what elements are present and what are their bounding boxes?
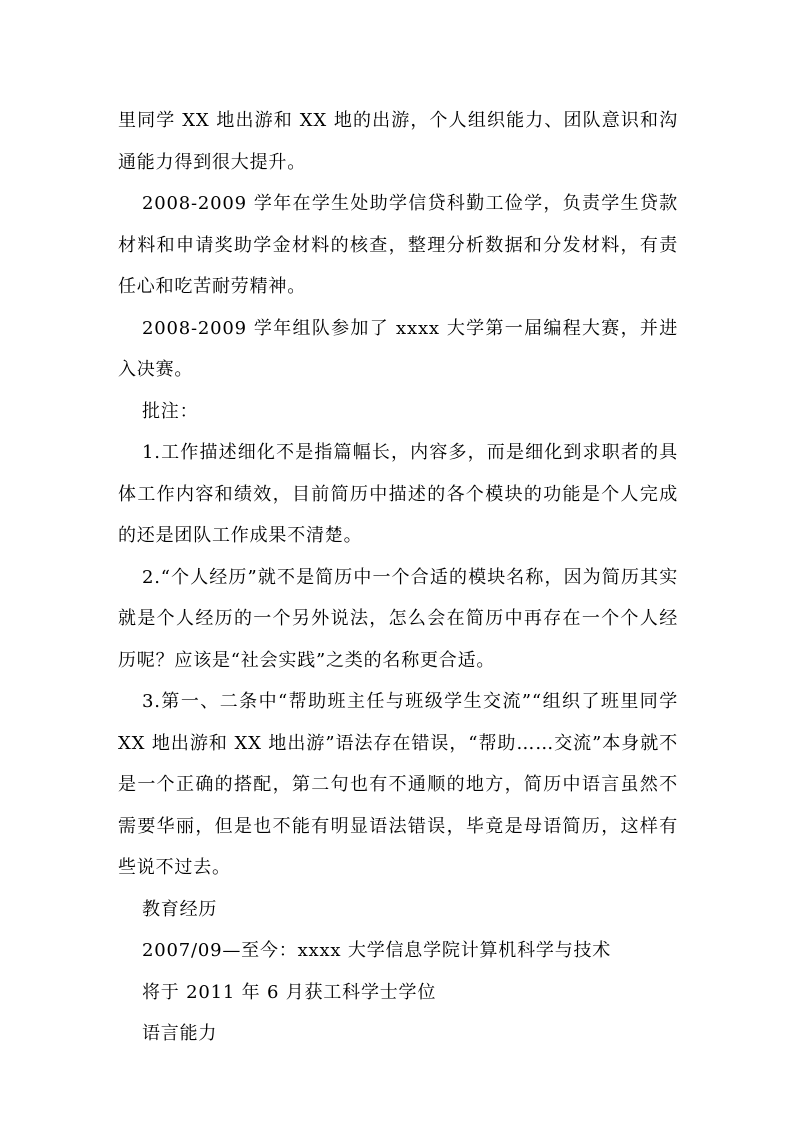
annotation-heading: 批注：: [142, 400, 199, 422]
annotation-item-1: 1.工作描述细化不是指篇幅长，内容多，而是细化到求职者的具体工作内容和绩效，目前简历中描述的各个模块的功能是个人完成的还是团队工作成果不清楚。: [118, 442, 678, 546]
paragraph-outing-continuation: 里同学 XX 地出游和 XX 地的出游，个人组织能力、团队意识和沟通能力得到很大提升。: [118, 110, 678, 173]
annotation-item-3: 3.第一、二条中“帮助班主任与班级学生交流”“组织了班里同学 XX 地出游和 XX 地出游”语法存在错误，“帮助……交流”本身就不是一个正确的搭配，第二句也有不通顺的地方，简历中语言虽然不需要华丽，但是也不能有明显语法错误，毕竟是母语简历，这样有些说不过去。: [118, 691, 678, 878]
language-heading: 语言能力: [142, 1023, 218, 1044]
education-entry: 2007/09—至今：xxxx 大学信息学院计算机科学与技术: [142, 940, 612, 961]
paragraph-work-study: 2008-2009 学年在学生处助学信贷科勤工俭学，负责学生贷款材料和申请奖助学金材料的核查，整理分析数据和分发材料，有责任心和吃苦耐劳精神。: [118, 193, 678, 297]
document-body: [118, 100, 678, 1055]
education-heading: 教育经历: [142, 898, 218, 920]
paragraph-programming-contest: 2008-2009 学年组队参加了 xxxx 大学第一届编程大赛，并进入决赛。: [118, 317, 678, 380]
annotation-item-2: 2.“个人经历”就不是简历中一个合适的模块名称，因为简历其实就是个人经历的一个另外说法，怎么会在简历中再存在一个个人经历呢？应该是“社会实践”之类的名称更合适。: [118, 566, 678, 671]
degree-note: 将于 2011 年 6 月获工科学士学位: [142, 981, 437, 1003]
